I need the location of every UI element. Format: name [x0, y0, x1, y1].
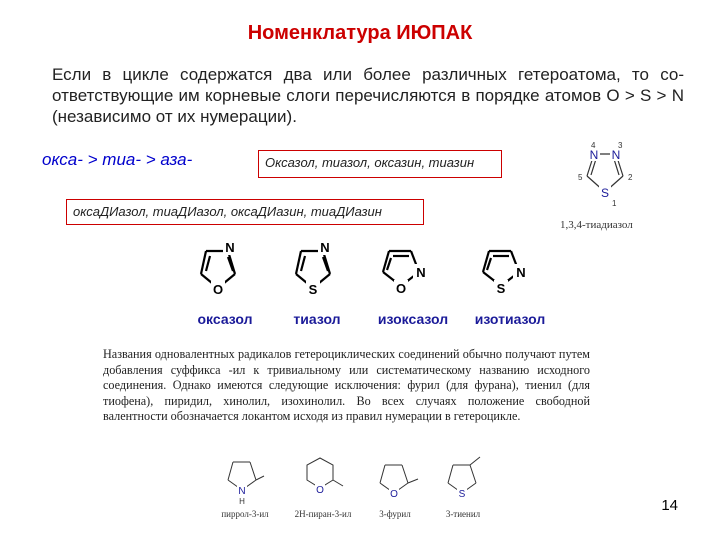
caption-thienyl: 3-тиенил: [445, 509, 481, 519]
oxazole-structure: [190, 236, 260, 302]
atom-n: N: [225, 240, 235, 255]
atom-o: O: [212, 282, 224, 297]
pyrrol-3-yl-structure: [220, 450, 270, 506]
intro-text: Если в цикле содержатся два или более различных гетероатома, то со-ответствующие им корневые слоги перечисляются в порядке атомов O > S > N (независимо от их нумерации).: [52, 65, 684, 126]
atom-o: O: [316, 485, 324, 496]
atom-n: N: [416, 265, 426, 280]
furyl-structure: [372, 455, 422, 505]
caption-furyl: 3-фурил: [379, 509, 411, 519]
page-number: 14: [661, 497, 678, 514]
radicals-paragraph: Названия одновалентных радикалов гетероциклических соединений обычно получают путем добавления суффикса -ил к тривиальному или систематическому названию исходного соединения. Однако имеются следующие исключения: фурил (для фурана), тиенил (для тиофена), пиридил, хинолил, изохинолил. Во всех случаях положение свободной валентности обозначается локантом исходя из правил нумерации в гетероцикле.: [103, 347, 590, 424]
atom-s: S: [458, 489, 466, 500]
atom-n4: N: [589, 148, 599, 162]
atom-n3: N: [611, 148, 621, 162]
diazo-box: оксаДИазол, тиаДИазол, оксаДИазин, тиаДИазин: [66, 199, 424, 225]
pyran-3-yl-structure: [298, 450, 348, 506]
atom-s: S: [308, 282, 318, 297]
label-thiazole: тиазол: [293, 311, 341, 327]
atom-o: O: [390, 489, 398, 500]
isoxazole-structure: [375, 236, 445, 302]
thienyl-structure: [440, 455, 490, 505]
thiadiazole-structure: [570, 140, 640, 220]
svg-text:4: 4: [591, 141, 596, 150]
svg-text:3: 3: [618, 141, 623, 150]
atom-n: N: [320, 240, 330, 255]
label-isothiazole: изотиазол: [474, 311, 546, 327]
atom-h: H: [239, 497, 245, 506]
examples-box: Оксазол, тиазол, оксазин, тиазин: [258, 150, 502, 178]
atom-n: N: [238, 486, 246, 497]
atom-s1: S: [600, 186, 610, 200]
svg-text:2: 2: [628, 173, 633, 182]
slide-title: Номенклатура ИЮПАК: [247, 22, 473, 44]
svg-text:1: 1: [612, 199, 617, 208]
thiadiazole-caption: 1,3,4-тиадиазол: [560, 219, 633, 231]
prefix-order: окса- > тиа- > аза-: [42, 150, 193, 169]
caption-pyran-3-yl: 2H-пиран-3-ил: [294, 509, 352, 519]
svg-text:5: 5: [578, 173, 583, 182]
thiazole-structure: [285, 236, 355, 302]
atom-n: N: [516, 265, 526, 280]
caption-pyrrol-3-yl: пиррол-3-ил: [221, 509, 269, 519]
isothiazole-structure: [475, 236, 545, 302]
atom-o: O: [395, 281, 407, 296]
atom-s: S: [496, 281, 506, 296]
label-oxazole: оксазол: [197, 311, 253, 327]
label-isoxazole: изоксазол: [377, 311, 449, 327]
